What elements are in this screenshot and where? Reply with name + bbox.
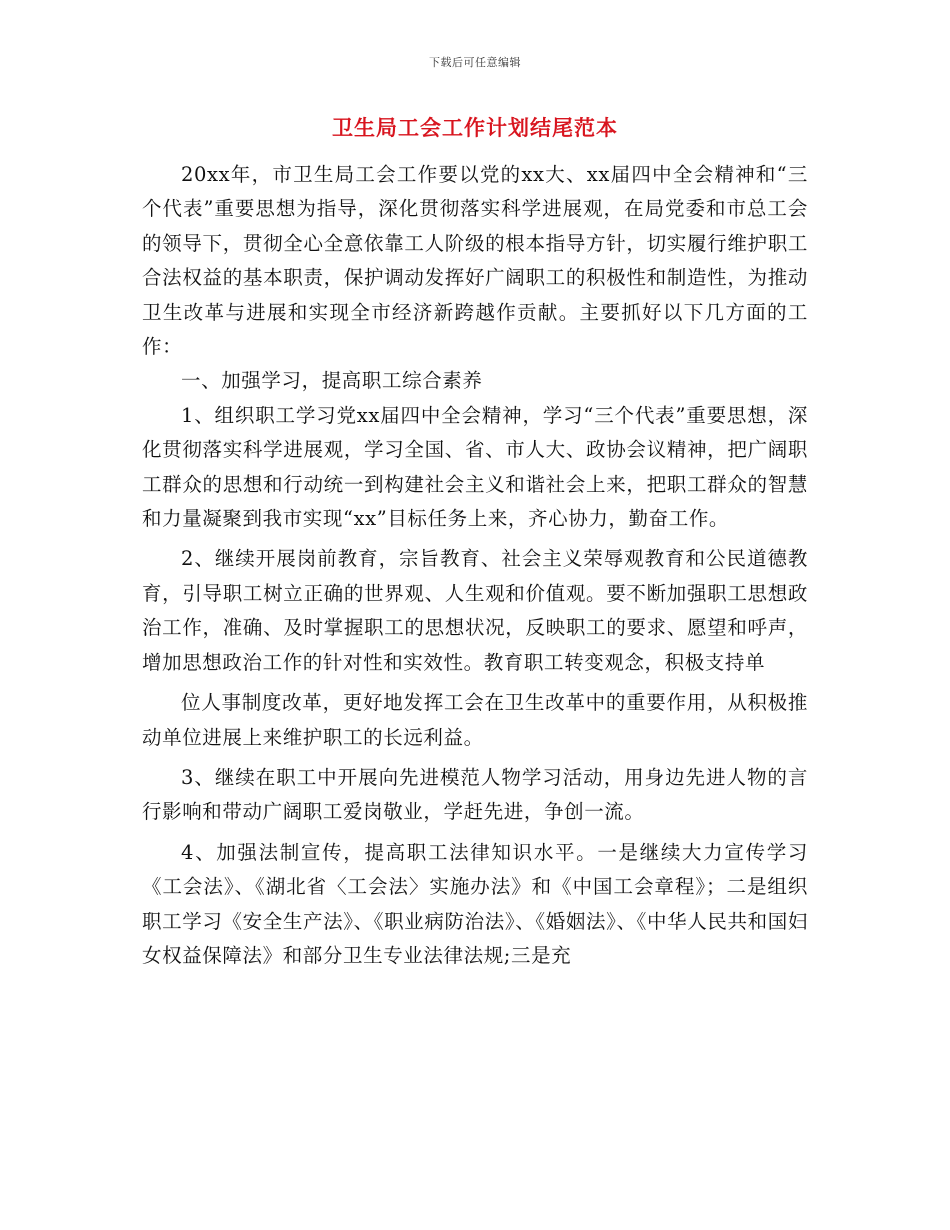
paragraph-intro: 20xx年，市卫生局工会工作要以党的xx大、xx届四中全会精神和“三个代表”重要思想为指导，深化贯彻落实科学进展观，在局党委和市总工会的领导下，贯彻全心全意依靠工人阶级的根本指导方针，切实履行维护职工合法权益的基本职责，保护调动发挥好广阔职工的积极性和制造性，为推动卫生改革与进展和实现全市经济新跨越作贡献。主要抓好以下几方面的工作： (142, 163, 808, 359)
document-body (142, 158, 808, 973)
paragraph-item-3: 3、继续在职工中开展向先进模范人物学习活动，用身边先进人物的言行影响和带动广阔职工爱岗敬业，学赶先进，争创一流。 (142, 765, 808, 824)
paragraph-item-2: 2、继续开展岗前教育，宗旨教育、社会主义荣辱观教育和公民道德教育，引导职工树立正确的世界观、人生观和价值观。要不断加强职工思想政治工作，准确、及时掌握职工的思想状况，反映职工的要求、愿望和呼声，增加思想政治工作的针对性和实效性。教育职工转变观念，积极支持单 (142, 547, 808, 674)
paragraph-item-4: 4、加强法制宣传，提高职工法律知识水平。一是继续大力宣传学习《工会法》、《湖北省〈工会法〉实施办法》和《中国工会章程》；二是组织职工学习《安全生产法》、《职业病防治法》、《婚姻法》、《中华人民共和国妇女权益保障法》和部分卫生专业法律法规;三是充 (142, 840, 808, 967)
section-heading: 一、加强学习，提高职工综合素养 (181, 369, 483, 393)
document-title: 卫生局工会工作计划结尾范本 (332, 115, 618, 140)
paragraph-item-2-continued: 位人事制度改革，更好地发挥工会在卫生改革中的重要作用，从积极推动单位进展上来维护职工的长远利益。 (142, 691, 808, 749)
page-header-note: 下载后可任意编辑 (429, 56, 521, 69)
paragraph-item-1: 1、组织职工学习党xx届四中全会精神，学习“三个代表”重要思想，深化贯彻落实科学进展观，学习全国、省、市人大、政协会议精神，把广阔职工群众的思想和行动统一到构建社会主义和谐社会上来，把职工群众的智慧和力量凝聚到我市实现“xx”目标任务上来，齐心协力，勤奋工作。 (142, 403, 808, 531)
